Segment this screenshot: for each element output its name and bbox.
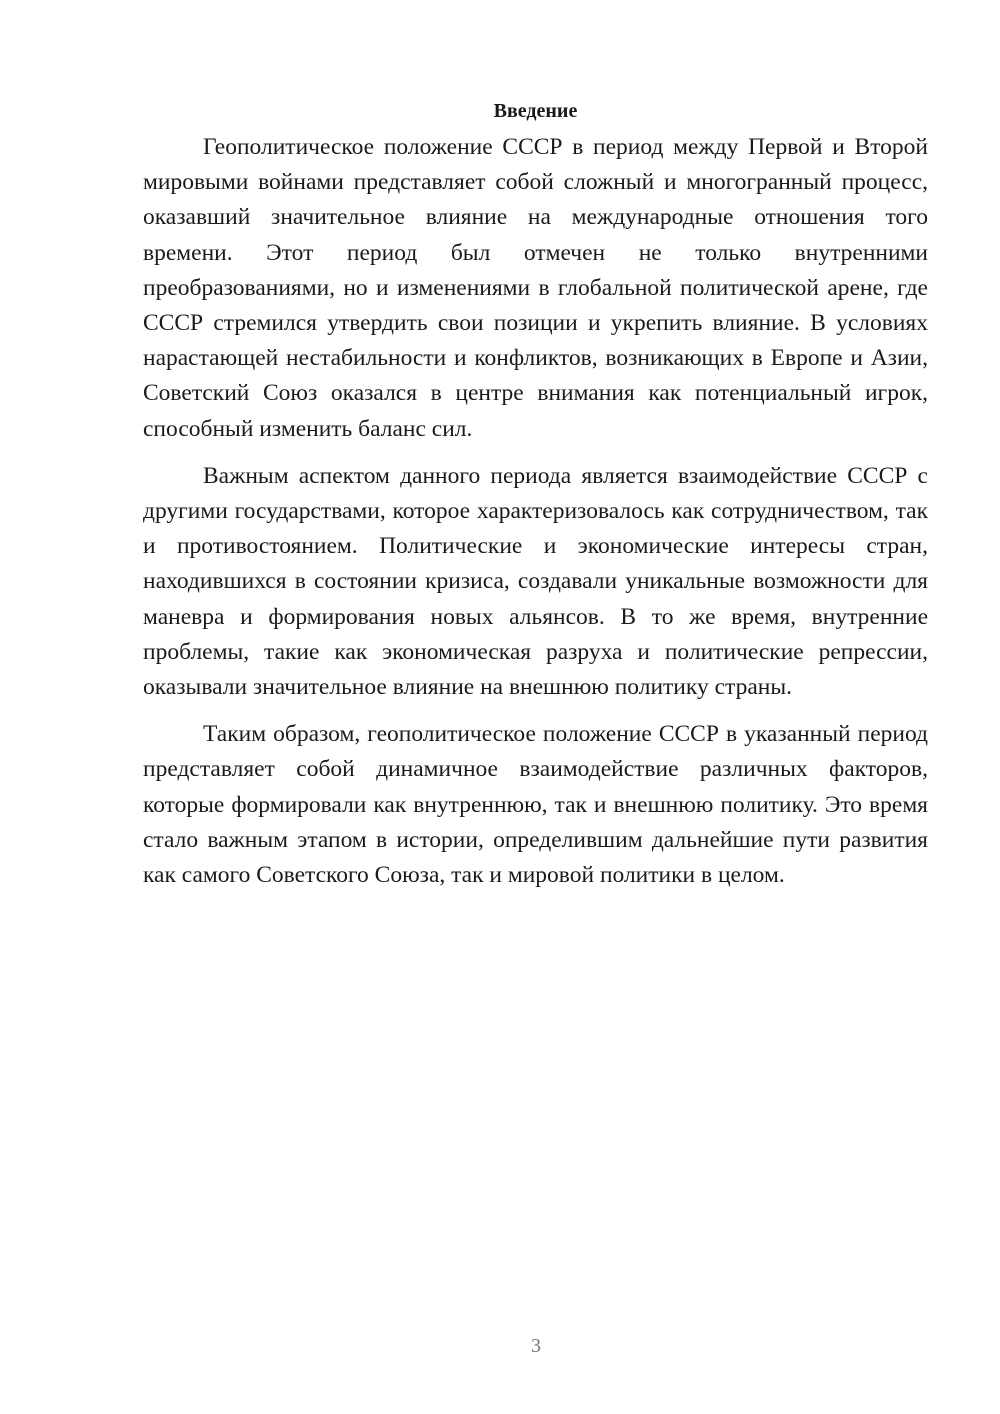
page-content bbox=[143, 96, 928, 905]
section-heading: Введение bbox=[493, 100, 578, 122]
page-number: 3 bbox=[531, 1335, 541, 1357]
paragraph-2: Важным аспектом данного периода является взаимодействие СССР с другими государствами, которое характеризовалось как сотрудничеством, так и противостоянием. Политические и экономические интересы стран, находившихся в состоянии кризиса, создавали уникальные возможности для маневра и формирования новых альянсов. В то же время, внутренние проблемы, такие как экономическая разруха и политические репрессии, оказывали значительное влияние на внешнюю политику страны. bbox=[143, 462, 928, 701]
paragraph-3: Таким образом, геополитическое положение СССР в указанный период представляет собой динамичное взаимодействие различных факторов, которые формировали как внутреннюю, так и внешнюю политику. Это время стало важным этапом в истории, определившим дальнейшие пути развития как самого Советского Союза, так и мировой политики в целом. bbox=[143, 721, 928, 889]
paragraph-1: Геополитическое положение СССР в период между Первой и Второй мировыми войнами представляет собой сложный и многогранный процесс, оказавший значительное влияние на международные отношения того времени. Этот период был отмечен не только внутренними преобразованиями, но и изменениями в глобальной политической арене, где СССР стремился утвердить свои позиции и укрепить влияние. В условиях нарастающей нестабильности и конфликтов, возникающих в Европе и Азии, Советский Союз оказался в центре внимания как потенциальный игрок, способный изменить баланс сил. bbox=[143, 134, 928, 442]
